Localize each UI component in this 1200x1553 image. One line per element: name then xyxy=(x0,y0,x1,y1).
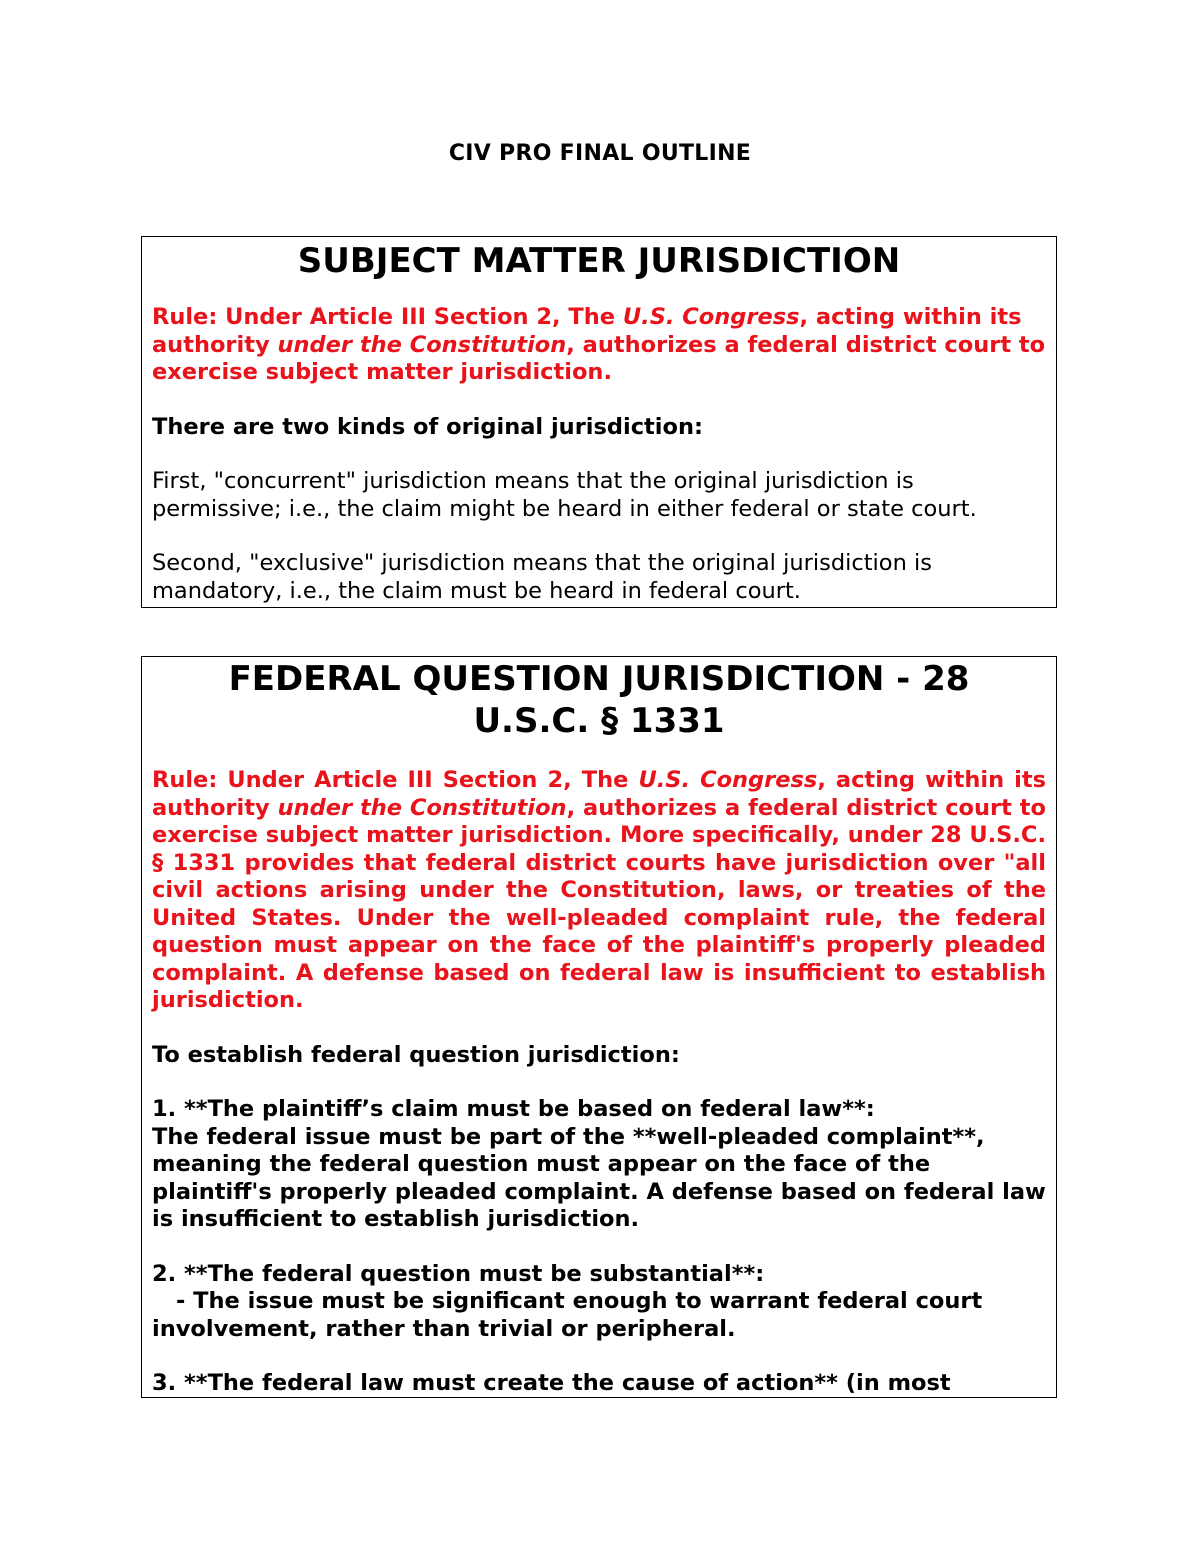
rule-text: , acting within its authority xyxy=(152,304,1022,358)
heading-line: U.S.C. § 1331 xyxy=(473,701,725,741)
federal-question-jurisdiction-box xyxy=(141,656,1057,1398)
rule-emphasis: under the Constitution xyxy=(277,794,567,821)
rule-text: , acting within its authority xyxy=(152,767,1047,821)
heading-line: FEDERAL QUESTION JURISDICTION - 28 xyxy=(228,659,970,699)
rule-text: Rule: Under Article III Section 2, The xyxy=(152,767,639,793)
lead-sentence: There are two kinds of original jurisdiction: xyxy=(152,413,703,440)
rule-paragraph xyxy=(152,304,1046,387)
rule-emphasis: U.S. Congress xyxy=(622,304,800,330)
lead-sentence: To establish federal question jurisdiction: xyxy=(152,1041,680,1068)
list-item-title: 3. **The federal law must create the cause of action** (in most xyxy=(152,1370,951,1396)
list-item-body: - The issue must be significant enough to warrant federal court xyxy=(176,1288,983,1314)
list-item-title: 1. **The plaintiff’s claim must be based on federal law**: xyxy=(152,1096,875,1122)
subject-matter-jurisdiction-box xyxy=(141,236,1057,608)
section-heading xyxy=(152,658,1046,742)
page-title: CIV PRO FINAL OUTLINE xyxy=(448,141,752,166)
exclusive-paragraph: Second, "exclusive" jurisdiction means that the original jurisdiction is mandatory, i.e., the claim must be heard in federal court. xyxy=(152,550,932,604)
list-item-body: The federal issue must be part of the **well-pleaded complaint**, meaning the federal question must appear on the face of the plaintiff's properly pleaded complaint. A defense based on federal law is insufficient to establish jurisdiction. xyxy=(152,1123,1046,1232)
rule-text: , authorizes a federal district court to exercise subject matter jurisdiction. xyxy=(152,331,1046,385)
rule-text: Rule: Under Article III Section 2, The xyxy=(152,304,623,330)
section-heading: SUBJECT MATTER JURISDICTION xyxy=(297,241,901,281)
rule-emphasis: U.S. Congress xyxy=(638,767,818,793)
rule-emphasis: under the Constitution xyxy=(277,331,567,358)
rule-paragraph xyxy=(152,767,1046,1015)
rule-text: , authorizes a federal district court to exercise subject matter jurisdiction. More specifically, under 28 U.S.C. § 1331 provides that federal district courts have jurisdiction over "all civil actions arising under the Constitution, laws, or treaties of the United States. Under the well-pleaded complaint rule, the federal question must appear on the face of the plaintiff's properly pleaded complaint. A defense based on federal law is insufficient to establish jurisdiction. xyxy=(152,794,1047,1013)
list-item-title: 2. **The federal question must be substantial**: xyxy=(152,1260,765,1287)
concurrent-paragraph: First, "concurrent" jurisdiction means that the original jurisdiction is permissive; i.e., the claim might be heard in either federal or state court. xyxy=(152,468,977,522)
list-item-body: involvement, rather than trivial or peripheral. xyxy=(152,1315,736,1342)
